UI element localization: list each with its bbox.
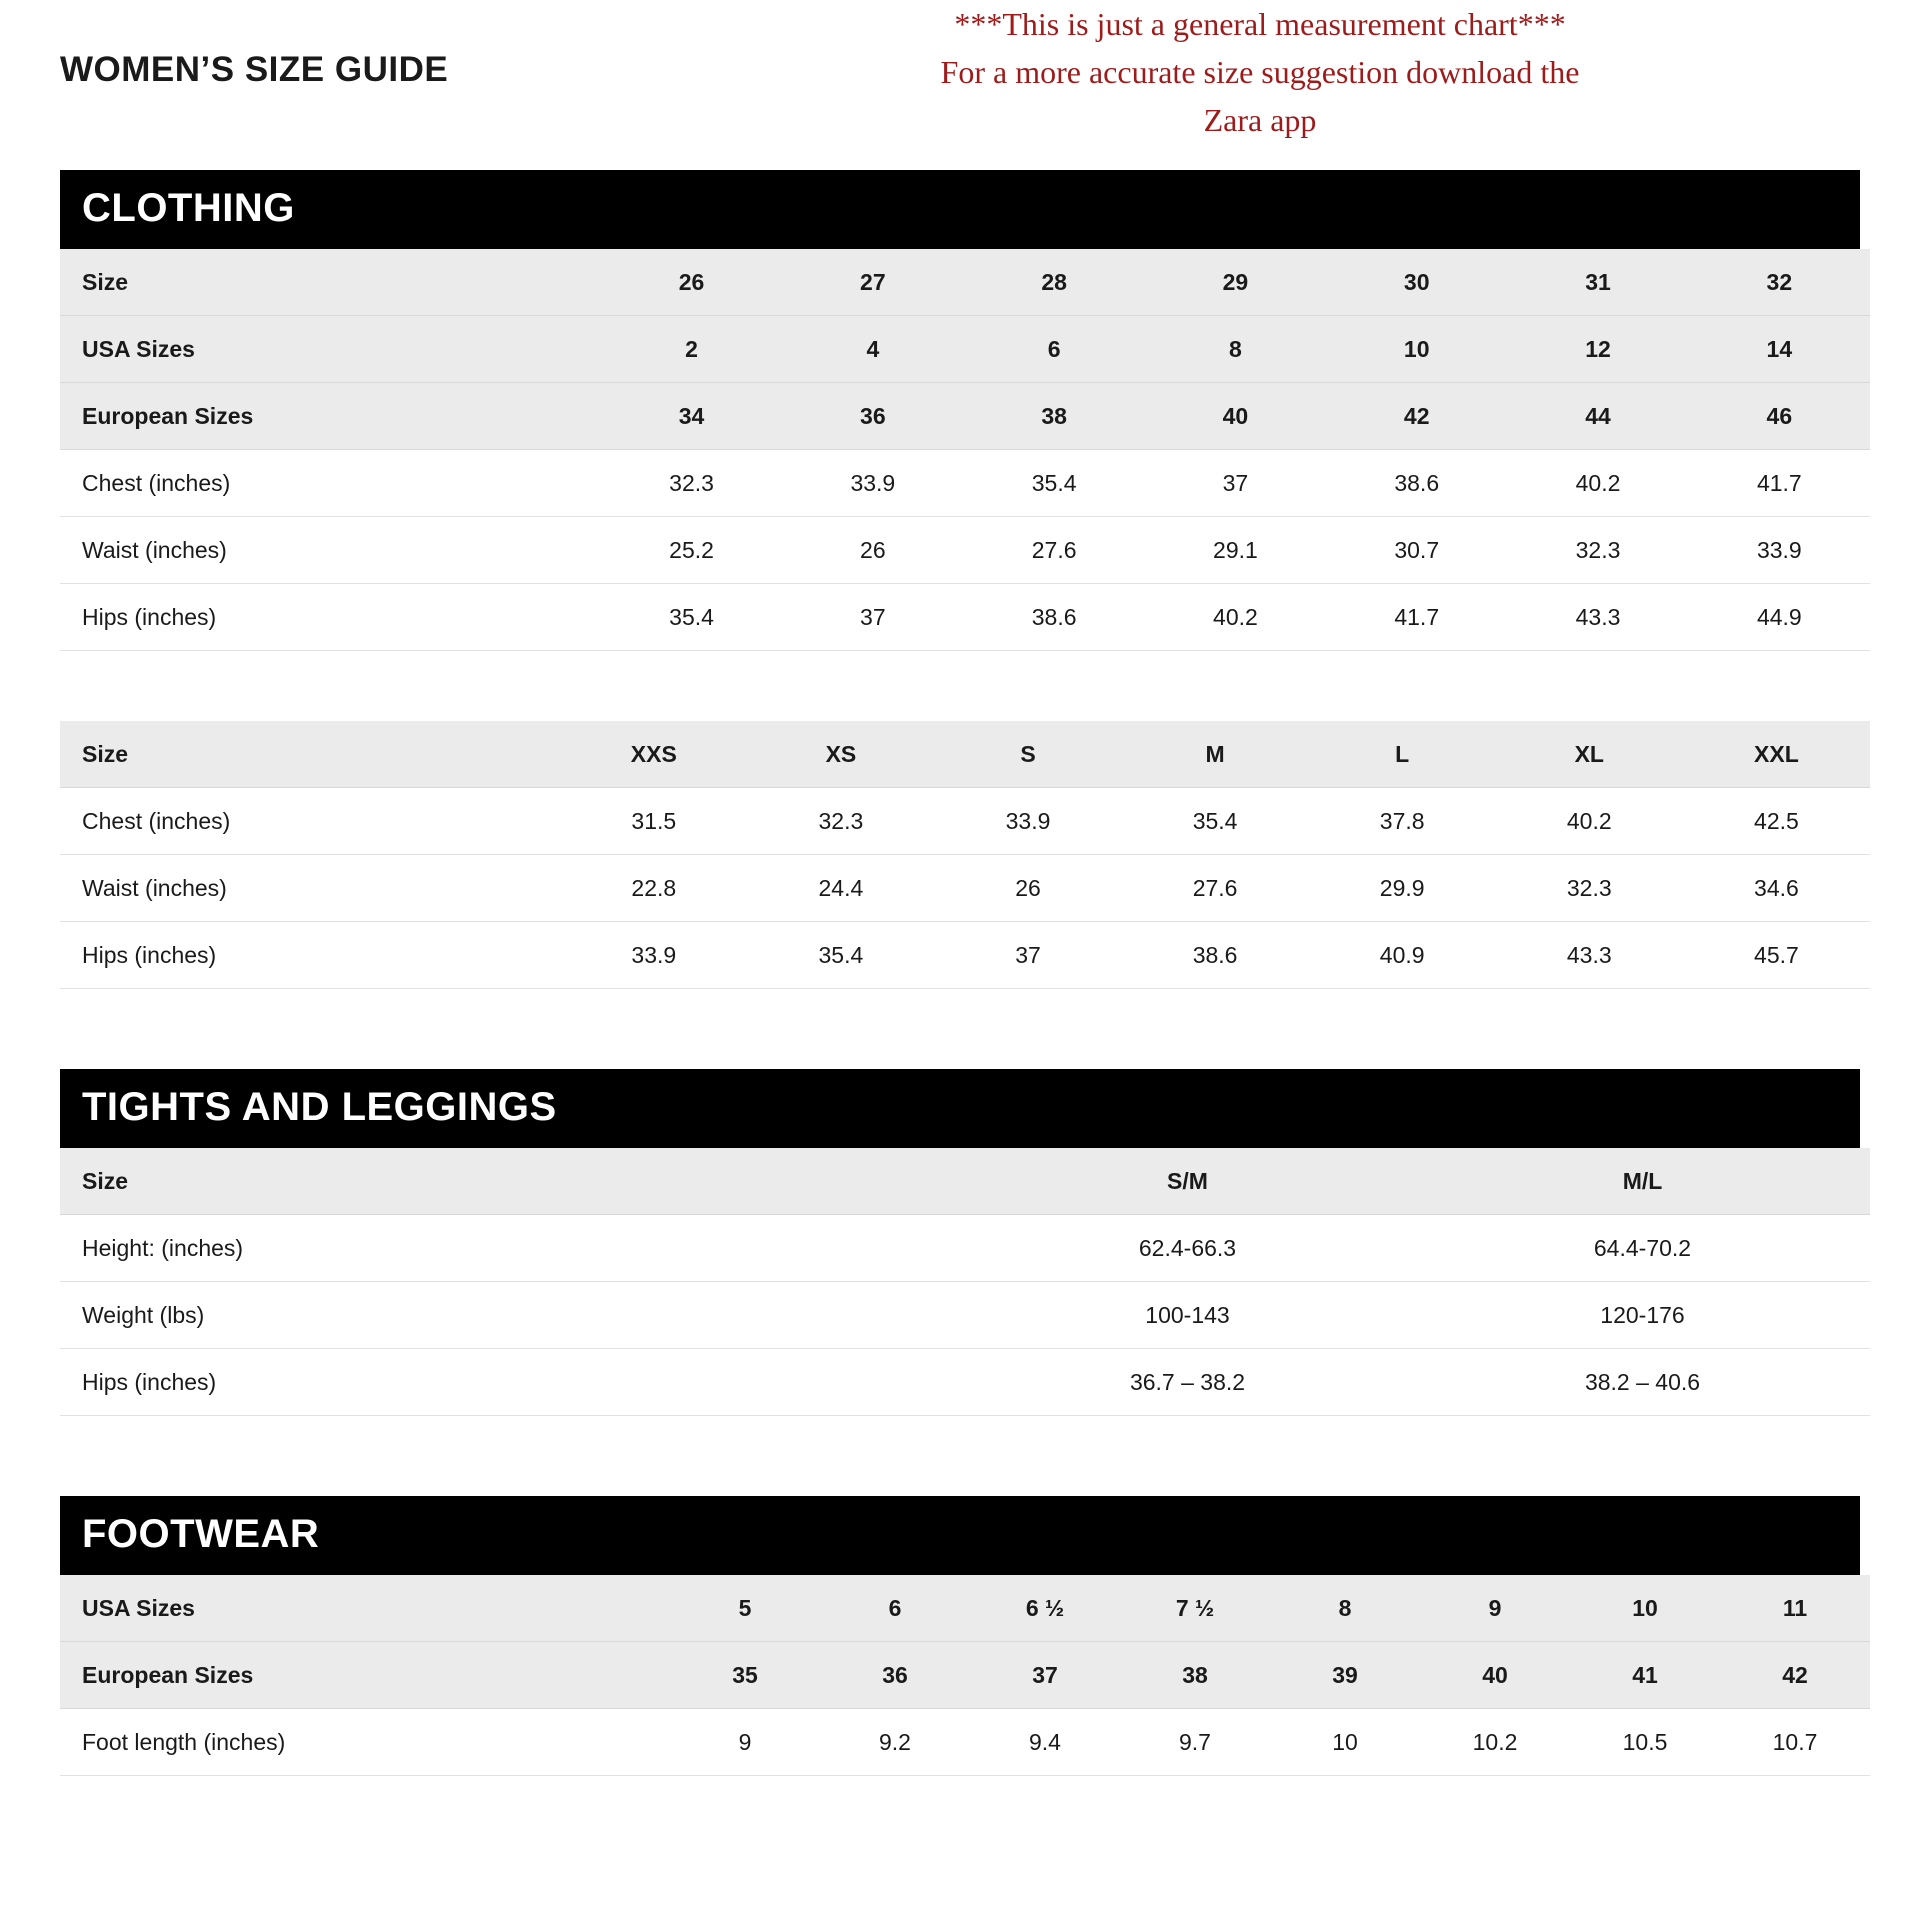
cell: 34.6 — [1683, 855, 1870, 922]
cell: 44.9 — [1689, 584, 1870, 651]
cell: 9.7 — [1120, 1709, 1270, 1776]
cell: 120-176 — [1415, 1282, 1870, 1349]
cell: 30.7 — [1326, 517, 1507, 584]
cell: 29.1 — [1145, 517, 1326, 584]
table-row — [60, 450, 1870, 517]
cell: M/L — [1415, 1148, 1870, 1215]
cell: 64.4-70.2 — [1415, 1215, 1870, 1282]
cell: 27.6 — [963, 517, 1144, 584]
table-row — [60, 922, 1870, 989]
cell: M — [1122, 721, 1309, 788]
cell: 35.4 — [601, 584, 782, 651]
cell: 41.7 — [1326, 584, 1507, 651]
notice-line-1: ***This is just a general measurement chart*** — [954, 6, 1566, 42]
cell: 10.2 — [1420, 1709, 1570, 1776]
cell: 40 — [1145, 383, 1326, 450]
row-label: Foot length (inches) — [60, 1709, 670, 1776]
cell: 37 — [970, 1642, 1120, 1709]
cell: S — [934, 721, 1121, 788]
cell: 32.3 — [1496, 855, 1683, 922]
cell: XL — [1496, 721, 1683, 788]
cell: 41 — [1570, 1642, 1720, 1709]
cell: 42.5 — [1683, 788, 1870, 855]
row-label: Height: (inches) — [60, 1215, 960, 1282]
row-label: Weight (lbs) — [60, 1282, 960, 1349]
spacer — [60, 651, 1860, 721]
cell: 40.2 — [1496, 788, 1683, 855]
cell: 29 — [1145, 249, 1326, 316]
table-row — [60, 788, 1870, 855]
cell: 38.6 — [1326, 450, 1507, 517]
cell: 37.8 — [1309, 788, 1496, 855]
cell: 14 — [1689, 316, 1870, 383]
cell: 10.5 — [1570, 1709, 1720, 1776]
cell: 25.2 — [601, 517, 782, 584]
row-label: USA Sizes — [60, 316, 601, 383]
cell: 39 — [1270, 1642, 1420, 1709]
table-row — [60, 721, 1870, 788]
cell: 41.7 — [1689, 450, 1870, 517]
cell: 6 ½ — [970, 1575, 1120, 1642]
cell: 45.7 — [1683, 922, 1870, 989]
table-row — [60, 1349, 1870, 1416]
cell: 38.2 – 40.6 — [1415, 1349, 1870, 1416]
table-row — [60, 584, 1870, 651]
cell: 10 — [1326, 316, 1507, 383]
table-row — [60, 383, 1870, 450]
cell: 12 — [1507, 316, 1688, 383]
row-label: European Sizes — [60, 1642, 670, 1709]
cell: 8 — [1270, 1575, 1420, 1642]
cell: 10 — [1270, 1709, 1420, 1776]
cell: 34 — [601, 383, 782, 450]
cell: 33.9 — [934, 788, 1121, 855]
cell: 10.7 — [1720, 1709, 1870, 1776]
table-row — [60, 1575, 1870, 1642]
cell: 9 — [1420, 1575, 1570, 1642]
cell: 30 — [1326, 249, 1507, 316]
row-label: Hips (inches) — [60, 922, 560, 989]
cell: 37 — [782, 584, 963, 651]
cell: 38.6 — [963, 584, 1144, 651]
spacer — [60, 1416, 1860, 1496]
section-banner-footwear: FOOTWEAR — [60, 1496, 1860, 1575]
row-label: European Sizes — [60, 383, 601, 450]
cell: 32 — [1689, 249, 1870, 316]
cell: 35.4 — [963, 450, 1144, 517]
row-label: Size — [60, 1148, 960, 1215]
cell: 40.2 — [1507, 450, 1688, 517]
page-header — [60, 0, 1860, 170]
cell: 36 — [782, 383, 963, 450]
cell: 33.9 — [560, 922, 747, 989]
cell: 44 — [1507, 383, 1688, 450]
cell: 38 — [963, 383, 1144, 450]
cell: 37 — [1145, 450, 1326, 517]
cell: 27.6 — [1122, 855, 1309, 922]
cell: 5 — [670, 1575, 820, 1642]
page-title: WOMEN’S SIZE GUIDE — [60, 50, 449, 89]
cell: 42 — [1326, 383, 1507, 450]
cell: 27 — [782, 249, 963, 316]
cell: 35.4 — [747, 922, 934, 989]
row-label: Chest (inches) — [60, 788, 560, 855]
cell: 100-143 — [960, 1282, 1415, 1349]
cell: 33.9 — [1689, 517, 1870, 584]
spacer — [60, 989, 1860, 1069]
cell: 26 — [934, 855, 1121, 922]
cell: 11 — [1720, 1575, 1870, 1642]
clothing-alpha-table — [60, 721, 1870, 989]
cell: 7 ½ — [1120, 1575, 1270, 1642]
table-row — [60, 1709, 1870, 1776]
table-row — [60, 249, 1870, 316]
notice-line-2: For a more accurate size suggestion download the — [940, 54, 1580, 90]
notice-line-3: Zara app — [1203, 102, 1317, 138]
row-label: Hips (inches) — [60, 1349, 960, 1416]
table-row — [60, 1642, 1870, 1709]
cell: 6 — [820, 1575, 970, 1642]
cell: 24.4 — [747, 855, 934, 922]
cell: XXS — [560, 721, 747, 788]
cell: 22.8 — [560, 855, 747, 922]
cell: 38 — [1120, 1642, 1270, 1709]
cell: 6 — [963, 316, 1144, 383]
cell: 32.3 — [1507, 517, 1688, 584]
row-label: Waist (inches) — [60, 855, 560, 922]
cell: 28 — [963, 249, 1144, 316]
cell: 37 — [934, 922, 1121, 989]
table-row — [60, 855, 1870, 922]
table-row — [60, 517, 1870, 584]
row-label: USA Sizes — [60, 1575, 670, 1642]
cell: 35.4 — [1122, 788, 1309, 855]
cell: XS — [747, 721, 934, 788]
cell: L — [1309, 721, 1496, 788]
row-label: Waist (inches) — [60, 517, 601, 584]
cell: 46 — [1689, 383, 1870, 450]
row-label: Size — [60, 721, 560, 788]
table-row — [60, 1148, 1870, 1215]
cell: 43.3 — [1507, 584, 1688, 651]
cell: 4 — [782, 316, 963, 383]
cell: 29.9 — [1309, 855, 1496, 922]
section-banner-tights-and-leggings: TIGHTS AND LEGGINGS — [60, 1069, 1860, 1148]
cell: 9.4 — [970, 1709, 1120, 1776]
cell: 31.5 — [560, 788, 747, 855]
clothing-numeric-table — [60, 249, 1870, 651]
tights-and-leggings-table — [60, 1148, 1870, 1416]
cell: 62.4-66.3 — [960, 1215, 1415, 1282]
table-row — [60, 1215, 1870, 1282]
cell: 2 — [601, 316, 782, 383]
cell: 40.9 — [1309, 922, 1496, 989]
cell: 9 — [670, 1709, 820, 1776]
cell: 26 — [601, 249, 782, 316]
cell: 32.3 — [601, 450, 782, 517]
cell: 8 — [1145, 316, 1326, 383]
cell: 32.3 — [747, 788, 934, 855]
cell: 40 — [1420, 1642, 1570, 1709]
cell: 40.2 — [1145, 584, 1326, 651]
cell: 33.9 — [782, 450, 963, 517]
cell: 10 — [1570, 1575, 1720, 1642]
cell: 35 — [670, 1642, 820, 1709]
section-banner-clothing: CLOTHING — [60, 170, 1860, 249]
general-chart-notice — [660, 0, 1860, 144]
table-row — [60, 1282, 1870, 1349]
cell: 36 — [820, 1642, 970, 1709]
cell: 38.6 — [1122, 922, 1309, 989]
footwear-table — [60, 1575, 1870, 1776]
cell: S/M — [960, 1148, 1415, 1215]
row-label: Size — [60, 249, 601, 316]
cell: XXL — [1683, 721, 1870, 788]
cell: 31 — [1507, 249, 1688, 316]
table-row — [60, 316, 1870, 383]
cell: 26 — [782, 517, 963, 584]
row-label: Chest (inches) — [60, 450, 601, 517]
cell: 9.2 — [820, 1709, 970, 1776]
row-label: Hips (inches) — [60, 584, 601, 651]
cell: 43.3 — [1496, 922, 1683, 989]
cell: 42 — [1720, 1642, 1870, 1709]
cell: 36.7 – 38.2 — [960, 1349, 1415, 1416]
